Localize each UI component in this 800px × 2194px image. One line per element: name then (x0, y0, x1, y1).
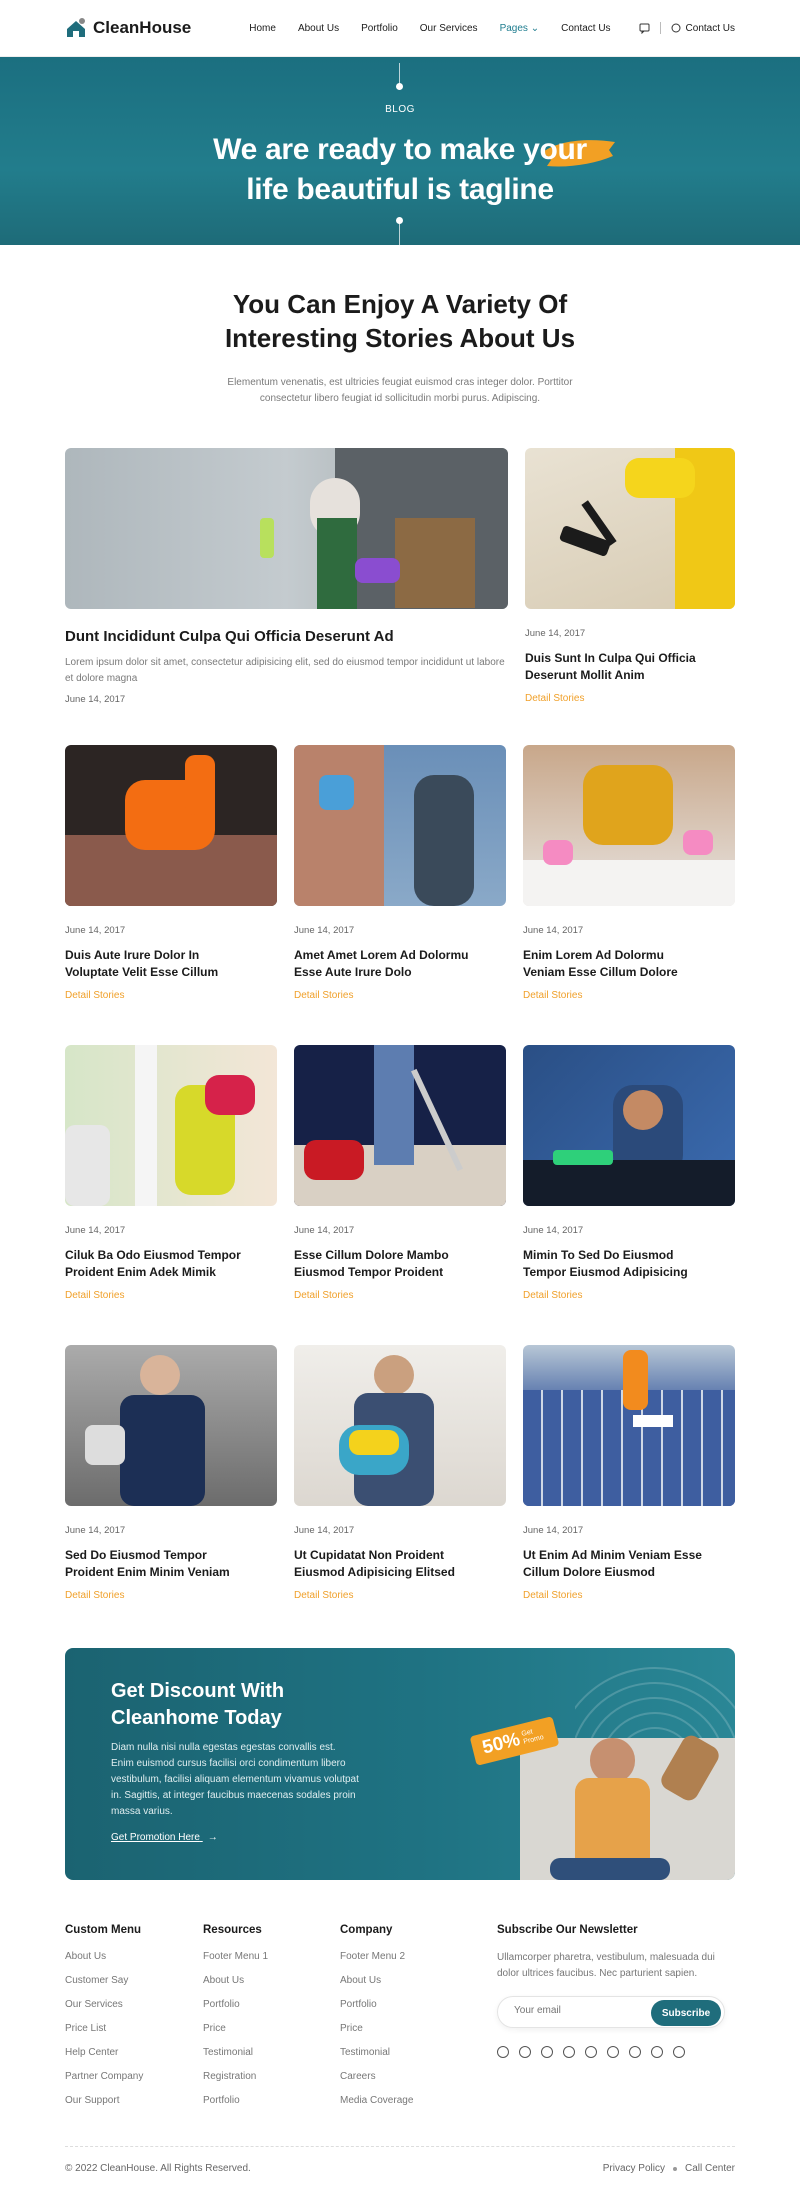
post-title-7-line1: Sed Do Eiusmod Tempor (65, 1548, 207, 1562)
post-title-6-line1: Mimin To Sed Do Eiusmod (523, 1248, 674, 1262)
post-title-2-line2: Esse Aute Irure Dolo (294, 965, 412, 979)
footer-link[interactable]: Portfolio (203, 2095, 240, 2106)
post-title-9-line2: Cillum Dolore Eiusmod (523, 1565, 656, 1579)
footer-col-heading: Resources (203, 1924, 262, 1936)
post-title-3-line2: Veniam Esse Cillum Dolore (523, 965, 678, 979)
footer-col-resources (203, 1924, 268, 2120)
footer-col-company (340, 1924, 413, 2120)
contact-link-label: Contact Us (685, 22, 735, 34)
footer-divider (65, 2146, 735, 2147)
menu-about-us[interactable]: About Us (297, 22, 340, 34)
post-title-8-line1: Ut Cupidatat Non Proident (294, 1548, 444, 1562)
featured-date: June 14, 2017 (65, 694, 126, 705)
hero-title (0, 130, 800, 210)
newsletter-form (497, 1996, 725, 2028)
post-date-3: June 14, 2017 (523, 925, 584, 936)
post-detail-link-1[interactable]: Detail Stories (65, 990, 125, 1001)
menu-home[interactable]: Home (249, 22, 276, 34)
promo-link[interactable] (111, 1832, 218, 1843)
legal-links (603, 2163, 735, 2174)
logo-text: CleanHouse (93, 18, 192, 37)
post-date-6: June 14, 2017 (523, 1225, 584, 1236)
promo-title-line1: Get Discount With (111, 1680, 285, 1702)
twitch-icon[interactable] (541, 2046, 553, 2058)
menu-portfolio[interactable]: Portfolio (361, 22, 398, 34)
post-title-1-line2: Voluptate Velit Esse Cillum (65, 965, 219, 979)
post-date-1: June 14, 2017 (65, 925, 126, 936)
hero-title-line1: We are ready to make your (213, 133, 587, 166)
bullet-separator (673, 2167, 677, 2171)
post-title-9-line1: Ut Enim Ad Minim Veniam Esse (523, 1548, 702, 1562)
post-image-3[interactable] (523, 745, 735, 906)
featured-excerpt: Lorem ipsum dolor sit amet, consectetur adipisicing elit, sed do eiusmod tempor incididunt ut labore et dolore magna (65, 657, 505, 684)
section-title-line1: You Can Enjoy A Variety Of (232, 289, 568, 319)
post-title-9[interactable] (523, 1547, 735, 1581)
post-title-4-line1: Ciluk Ba Odo Eiusmod Tempor (65, 1248, 241, 1262)
section-title-line2: Interesting Stories About Us (224, 323, 576, 353)
post-title-2[interactable] (294, 947, 506, 981)
chat-icon[interactable] (639, 23, 650, 34)
post-detail-link-8[interactable]: Detail Stories (294, 1590, 354, 1601)
footer-link[interactable]: Price List (65, 2023, 107, 2034)
post-date-4: June 14, 2017 (65, 1225, 126, 1236)
side-title[interactable] (525, 650, 735, 684)
menu-contact-us[interactable]: Contact Us (561, 22, 611, 34)
post-title-8[interactable] (294, 1547, 506, 1581)
footer-link[interactable]: About Us (340, 1975, 382, 1986)
google-icon[interactable] (673, 2046, 685, 2058)
menu-pages[interactable] (500, 23, 540, 34)
post-title-1[interactable] (65, 947, 277, 981)
post-title-4[interactable] (65, 1247, 277, 1281)
footer-link[interactable]: Our Services (65, 1999, 123, 2010)
footer-link[interactable]: Help Center (65, 2047, 119, 2058)
arrow-right-icon: → (207, 1832, 218, 1843)
call-center-link[interactable]: Call Center (684, 2163, 735, 2174)
whatsapp-icon (671, 23, 681, 33)
hero-title-line2: life beautiful is tagline (246, 173, 554, 206)
footer-link[interactable]: Price (203, 2023, 226, 2034)
discount-label: Get Promo (520, 1728, 545, 1746)
footer-link[interactable]: Testimonial (340, 2047, 391, 2058)
post-title-1-line1: Duis Aute Irure Dolor In (65, 948, 200, 962)
post-title-2-line1: Amet Amet Lorem Ad Dolormu (294, 948, 469, 962)
dribbble-icon[interactable] (563, 2046, 575, 2058)
main-menu (249, 23, 610, 34)
promo-title (111, 1678, 371, 1732)
post-title-6-line2: Tempor Eiusmod Adipisicing (523, 1265, 688, 1279)
section-title (0, 287, 800, 355)
slack-icon[interactable] (607, 2046, 619, 2058)
newsletter-heading: Subscribe Our Newsletter (497, 1924, 638, 1936)
section-subtitle: Elementum venenatis, est ultricies feugiat euismod cras integer dolor. Porttitor consectetur libero feugiat id sollicitudin morbi purus. Adipiscing. (227, 377, 573, 404)
side-detail-link[interactable]: Detail Stories (525, 693, 585, 704)
post-image-1[interactable] (65, 745, 277, 906)
footer-link[interactable]: Customer Say (65, 1975, 129, 1986)
nav-actions (639, 22, 735, 34)
divider (660, 22, 661, 34)
post-title-8-line2: Eiusmod Adipisicing Elitsed (294, 1565, 455, 1579)
footer-link[interactable]: Media Coverage (340, 2095, 414, 2106)
instagram-icon[interactable] (651, 2046, 663, 2058)
skype-icon[interactable] (497, 2046, 509, 2058)
privacy-policy-link[interactable]: Privacy Policy (602, 2163, 665, 2174)
footer-link[interactable]: Footer Menu 2 (340, 1951, 406, 1962)
post-detail-link-4[interactable]: Detail Stories (65, 1290, 125, 1301)
post-image-5[interactable] (294, 1045, 506, 1206)
featured-title[interactable]: Dunt Incididunt Culpa Qui Officia Deserunt Ad (65, 628, 394, 645)
post-title-7-line2: Proident Enim Minim Veniam (65, 1565, 230, 1579)
post-title-5-line1: Esse Cillum Dolore Mambo (294, 1248, 449, 1262)
post-image-4[interactable] (65, 1045, 277, 1206)
post-title-3-line1: Enim Lorem Ad Dolormu (523, 948, 664, 962)
post-title-4-line2: Proident Enim Adek Mimik (65, 1265, 216, 1279)
footer-link[interactable]: About Us (203, 1975, 245, 1986)
footer-link[interactable]: About Us (65, 1951, 107, 1962)
post-detail-link-3[interactable]: Detail Stories (523, 990, 583, 1001)
post-image-6[interactable] (523, 1045, 735, 1206)
subscribe-button[interactable]: Subscribe (651, 2000, 721, 2026)
social-links (497, 2046, 685, 2058)
footer-link[interactable]: Partner Company (65, 2071, 144, 2082)
menu-our-services[interactable]: Our Services (419, 22, 478, 34)
messenger-icon[interactable] (629, 2046, 641, 2058)
hero-bottom-line (399, 223, 400, 245)
promo-image (520, 1738, 735, 1880)
copyright: © 2022 CleanHouse. All Rights Reserved. (65, 2163, 251, 2174)
side-image[interactable] (525, 448, 735, 609)
footer-link[interactable]: Footer Menu 1 (203, 1951, 269, 1962)
footer-link[interactable]: Registration (203, 2071, 257, 2082)
footer-link[interactable]: Careers (340, 2071, 376, 2082)
whatsapp-icon[interactable] (519, 2046, 531, 2058)
hero-banner (0, 57, 800, 245)
post-title-5-line2: Eiusmod Tempor Proident (294, 1265, 444, 1279)
post-title-6[interactable] (523, 1247, 735, 1281)
post-image-9[interactable] (523, 1345, 735, 1506)
logo[interactable] (65, 17, 191, 39)
side-date: June 14, 2017 (525, 628, 586, 639)
post-detail-link-6[interactable]: Detail Stories (523, 1290, 583, 1301)
newsletter-text: Ullamcorper pharetra, vestibulum, malesuada dui dolor ultrices faucibus. Nec parturient sapien. (497, 1952, 715, 1979)
post-detail-link-7[interactable]: Detail Stories (65, 1590, 125, 1601)
post-date-7: June 14, 2017 (65, 1525, 126, 1536)
footer-col-heading: Custom Menu (65, 1924, 142, 1936)
footer-newsletter (497, 1924, 638, 1952)
hero-eyebrow: BLOG (385, 104, 415, 115)
post-date-9: June 14, 2017 (523, 1525, 584, 1536)
post-title-5[interactable] (294, 1247, 506, 1281)
chevron-down-icon: ⌄ (530, 22, 540, 34)
footer-link[interactable]: Portfolio (340, 1999, 377, 2010)
side-title-line1: Duis Sunt In Culpa Qui Officia (525, 651, 696, 665)
footer-col-custom-menu (65, 1924, 143, 2120)
promo-title-line2: Cleanhome Today (111, 1707, 282, 1729)
featured-image[interactable] (65, 448, 508, 609)
footer-link[interactable]: Testimonial (203, 2047, 254, 2058)
post-title-3[interactable] (523, 947, 735, 981)
top-navbar (0, 0, 800, 57)
house-logo-icon (65, 17, 87, 39)
post-date-5: June 14, 2017 (294, 1225, 355, 1236)
menu-pages-label: Pages (499, 22, 528, 34)
post-image-7[interactable] (65, 1345, 277, 1506)
footer-link[interactable]: Our Support (65, 2095, 120, 2106)
post-title-7[interactable] (65, 1547, 277, 1581)
promo-link-label: Get Promotion Here (111, 1832, 200, 1843)
hero-top-line (399, 63, 400, 85)
footer-link[interactable]: Portfolio (203, 1999, 240, 2010)
footer-col-heading: Company (340, 1924, 393, 1936)
post-date-8: June 14, 2017 (294, 1525, 355, 1536)
side-title-line2: Deserunt Mollit Anim (525, 668, 645, 682)
post-date-2: June 14, 2017 (294, 925, 355, 936)
tiktok-icon[interactable] (585, 2046, 597, 2058)
post-detail-link-2[interactable]: Detail Stories (294, 990, 354, 1001)
promo-text: Diam nulla nisi nulla egestas egestas convallis est. Enim euismod cursus facilisi orci condimentum libero vestibulum, facilisi aliquam elementum vivamus volutpat in. Sagittis, at integer faucibus maecenas sodales proin massa varius. (111, 1742, 359, 1817)
hero-top-dot (396, 83, 403, 90)
discount-value: 50% (480, 1728, 523, 1759)
promo-banner (65, 1648, 735, 1880)
email-input[interactable] (514, 2005, 634, 2016)
post-image-8[interactable] (294, 1345, 506, 1506)
post-detail-link-9[interactable]: Detail Stories (523, 1590, 583, 1601)
contact-link[interactable] (671, 23, 735, 34)
footer-link[interactable]: Price (340, 2023, 363, 2034)
post-image-2[interactable] (294, 745, 506, 906)
post-detail-link-5[interactable]: Detail Stories (294, 1290, 354, 1301)
